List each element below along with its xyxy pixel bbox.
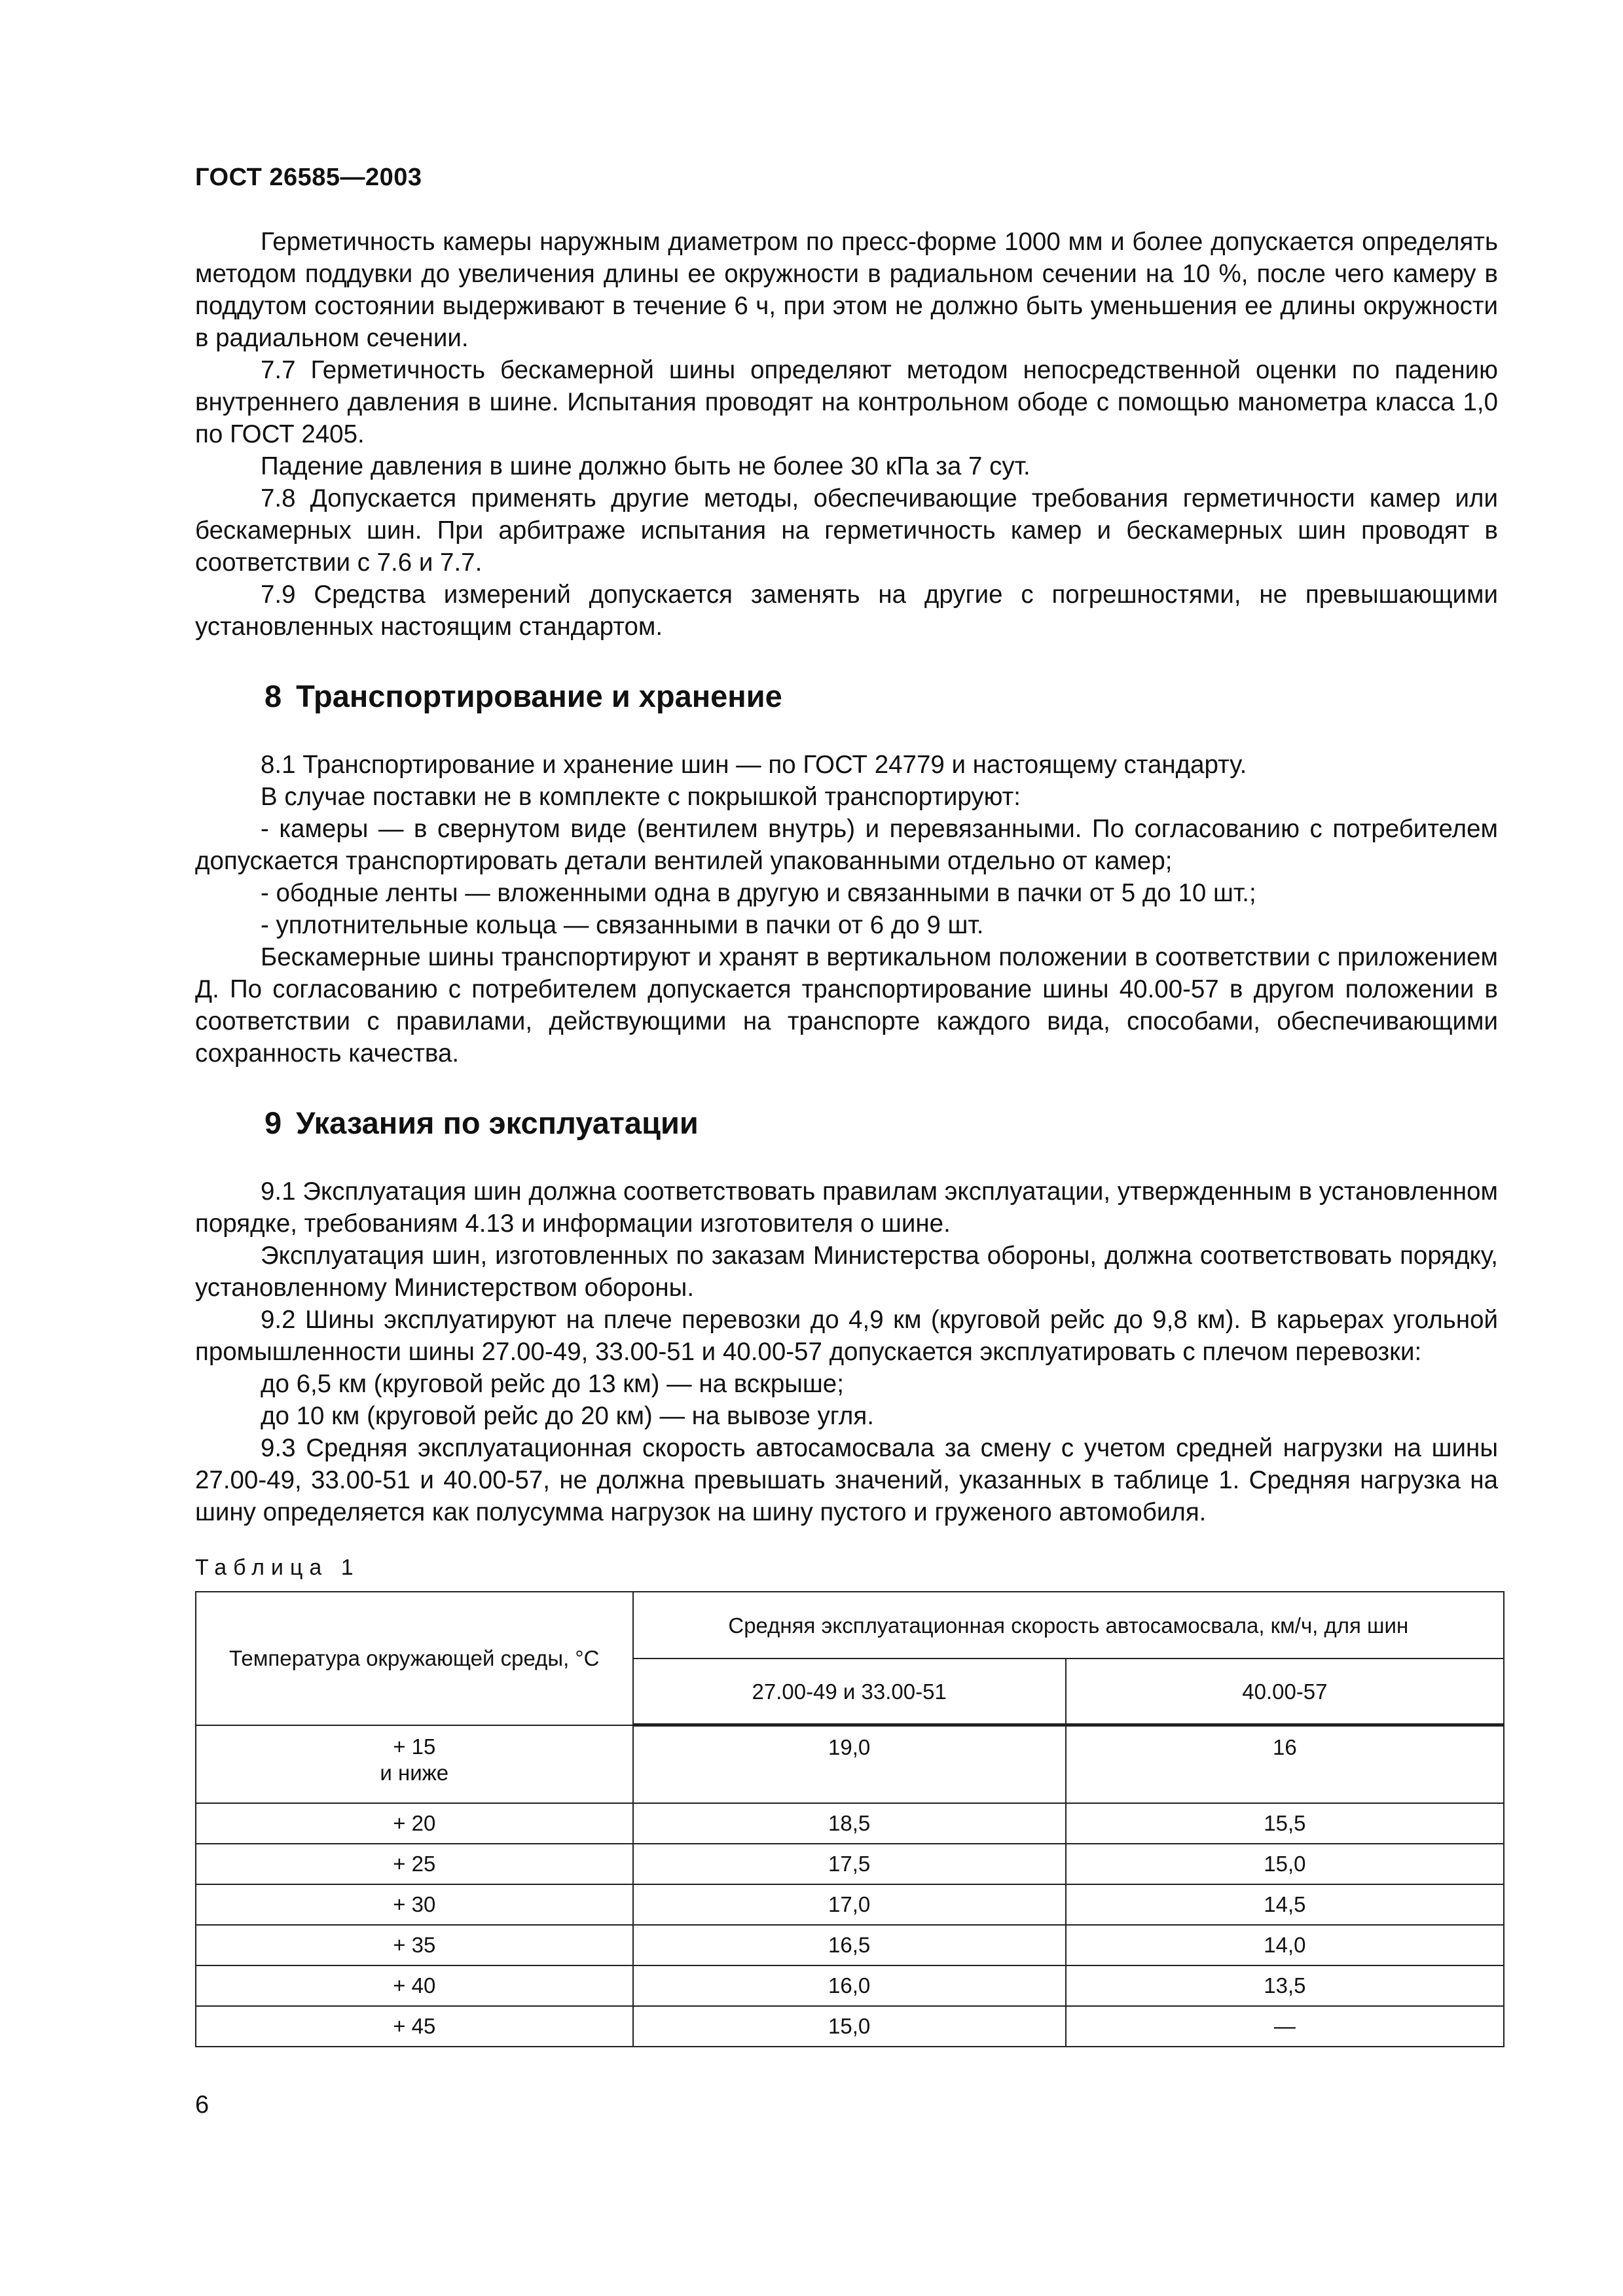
document-page xyxy=(195,0,1498,2296)
table-cell-speed-a: 18,5 xyxy=(633,1803,1066,1844)
paragraph: Эксплуатация шин, изготовленных по заказам Министерства обороны, должна соответствовать порядку, установленному Министерством обороны. xyxy=(195,1242,1498,1302)
table-row xyxy=(196,1925,1504,1965)
paragraph: В случае поставки не в комплекте с покрышкой транспортируют: xyxy=(261,783,1021,811)
table-cell-speed-b: 14,5 xyxy=(1066,1884,1504,1925)
table-row xyxy=(196,1965,1504,2006)
table-cell-temperature: + 40 xyxy=(196,1965,633,2006)
table-header-tire-group-b: 40.00-57 xyxy=(1066,1659,1504,1725)
section-heading xyxy=(195,678,1498,715)
page-number: 6 xyxy=(195,2091,210,2119)
section-title: Указания по эксплуатации xyxy=(296,1105,699,1140)
table-cell-speed-b: 14,0 xyxy=(1066,1925,1504,1965)
table-cell-temperature: + 20 xyxy=(196,1803,633,1844)
table-cell-speed-b: 15,5 xyxy=(1066,1803,1504,1844)
section-number: 9 xyxy=(264,1105,282,1140)
table-cell-speed-a: 17,5 xyxy=(633,1844,1066,1884)
paragraph: 9.2 Шины эксплуатируют на плече перевозки до 4,9 км (круговой рейс до 9,8 км). В карьерах угольной промышленности шины 27.00-49, 33.00-51 и 40.00-57 допускается эксплуатировать с плечом перевозки: xyxy=(195,1306,1498,1366)
paragraph: 7.9 Средства измерений допускается заменять на другие с погрешностями, не превышающими установленных настоящим стандартом. xyxy=(195,581,1498,641)
paragraph: 7.8 Допускается применять другие методы, обеспечивающие требования герметичности камер или бескамерных шин. При арбитраже испытания на герметичность камер и бескамерных шин проводят в соответствии с 7.6 и 7.7. xyxy=(195,484,1498,577)
table-header-temperature: Температура окружающей среды, °С xyxy=(196,1592,633,1725)
table-cell-speed-b: — xyxy=(1066,2006,1504,2047)
paragraph: до 10 км (круговой рейс до 20 км) — на вывозе угля. xyxy=(261,1402,874,1430)
paragraph: Бескамерные шины транспортируют и хранят в вертикальном положении в соответствии с приложением Д. По согласованию с потребителем допускается транспортирование шины 40.00-57 в другом положении в соответствии с правилами, действующими на транспорте каждого вида, способами, обеспечивающими сохранность качества. xyxy=(195,943,1498,1067)
table-cell-speed-b: 15,0 xyxy=(1066,1844,1504,1884)
speed-table xyxy=(195,1591,1504,2047)
table-cell-speed-a: 19,0 xyxy=(633,1725,1066,1804)
table-header-tire-group-a: 27.00-49 и 33.00-51 xyxy=(633,1659,1066,1725)
table-cell-temperature: + 30 xyxy=(196,1884,633,1925)
table-cell-speed-b: 16 xyxy=(1066,1725,1504,1804)
temperature-note: и ниже xyxy=(380,1760,449,1785)
table-caption: Таблица 1 xyxy=(195,1555,360,1580)
table-row xyxy=(196,1884,1504,1925)
document-body xyxy=(195,226,1498,2047)
paragraph: 8.1 Транспортирование и хранение шин — по ГОСТ 24779 и настоящему стандарту. xyxy=(261,751,1247,779)
table-row xyxy=(196,1844,1504,1884)
section-number: 8 xyxy=(264,679,282,713)
list-item: - ободные ленты — вложенными одна в другую и связанными в пачки от 5 до 10 шт.; xyxy=(261,879,1256,907)
list-item: - уплотнительные кольца — связанными в пачки от 6 до 9 шт. xyxy=(261,911,984,939)
section-heading xyxy=(195,1105,1498,1141)
temperature-value: + 15 xyxy=(393,1734,436,1759)
table-cell-temperature: + 25 xyxy=(196,1844,633,1884)
table-row xyxy=(196,2006,1504,2047)
table-cell-temperature xyxy=(196,1725,633,1804)
table-cell-temperature: + 45 xyxy=(196,2006,633,2047)
table-cell-speed-b: 13,5 xyxy=(1066,1965,1504,2006)
section-title: Транспортирование и хранение xyxy=(296,679,782,713)
table-cell-speed-a: 17,0 xyxy=(633,1884,1066,1925)
table-header-speed: Средняя эксплуатационная скорость автосамосвала, км/ч, для шин xyxy=(633,1592,1504,1659)
table-row xyxy=(196,1803,1504,1844)
paragraph: 7.7 Герметичность бескамерной шины определяют методом непосредственной оценки по падению внутреннего давления в шине. Испытания проводят на контрольном ободе с помощью манометра класса 1,0 по ГОСТ 2405. xyxy=(195,356,1498,448)
table-row xyxy=(196,1725,1504,1804)
document-header: ГОСТ 26585—2003 xyxy=(195,164,422,191)
table-cell-speed-a: 16,5 xyxy=(633,1925,1066,1965)
table-cell-speed-a: 15,0 xyxy=(633,2006,1066,2047)
list-item: - камеры — в свернутом виде (вентилем внутрь) и перевязанными. По согласованию с потребителем допускается транспортировать детали вентилей упакованными отдельно от камер; xyxy=(195,815,1498,875)
table-cell-speed-a: 16,0 xyxy=(633,1965,1066,2006)
paragraph: 9.3 Средняя эксплуатационная скорость автосамосвала за смену с учетом средней нагрузки на шины 27.00-49, 33.00-51 и 40.00-57, не должна превышать значений, указанных в таблице 1. Средняя нагрузка на шину определяется как полусумма нагрузок на шину пустого и груженого автомобиля. xyxy=(195,1434,1498,1526)
paragraph: Герметичность камеры наружным диаметром по пресс-форме 1000 мм и более допускается определять методом поддувки до увеличения длины ее окружности в радиальном сечении на 10 %, после чего камеру в поддутом состоянии выдерживают в течение 6 ч, при этом не должно быть уменьшения ее длины окружности в радиальном сечении. xyxy=(195,228,1498,352)
paragraph: 9.1 Эксплуатация шин должна соответствовать правилам эксплуатации, утвержденным в установленном порядке, требованиям 4.13 и информации изготовителя о шине. xyxy=(195,1177,1498,1238)
table-cell-temperature: + 35 xyxy=(196,1925,633,1965)
paragraph: до 6,5 км (круговой рейс до 13 км) — на вскрыше; xyxy=(261,1370,844,1398)
paragraph: Падение давления в шине должно быть не более 30 кПа за 7 сут. xyxy=(261,452,1030,480)
